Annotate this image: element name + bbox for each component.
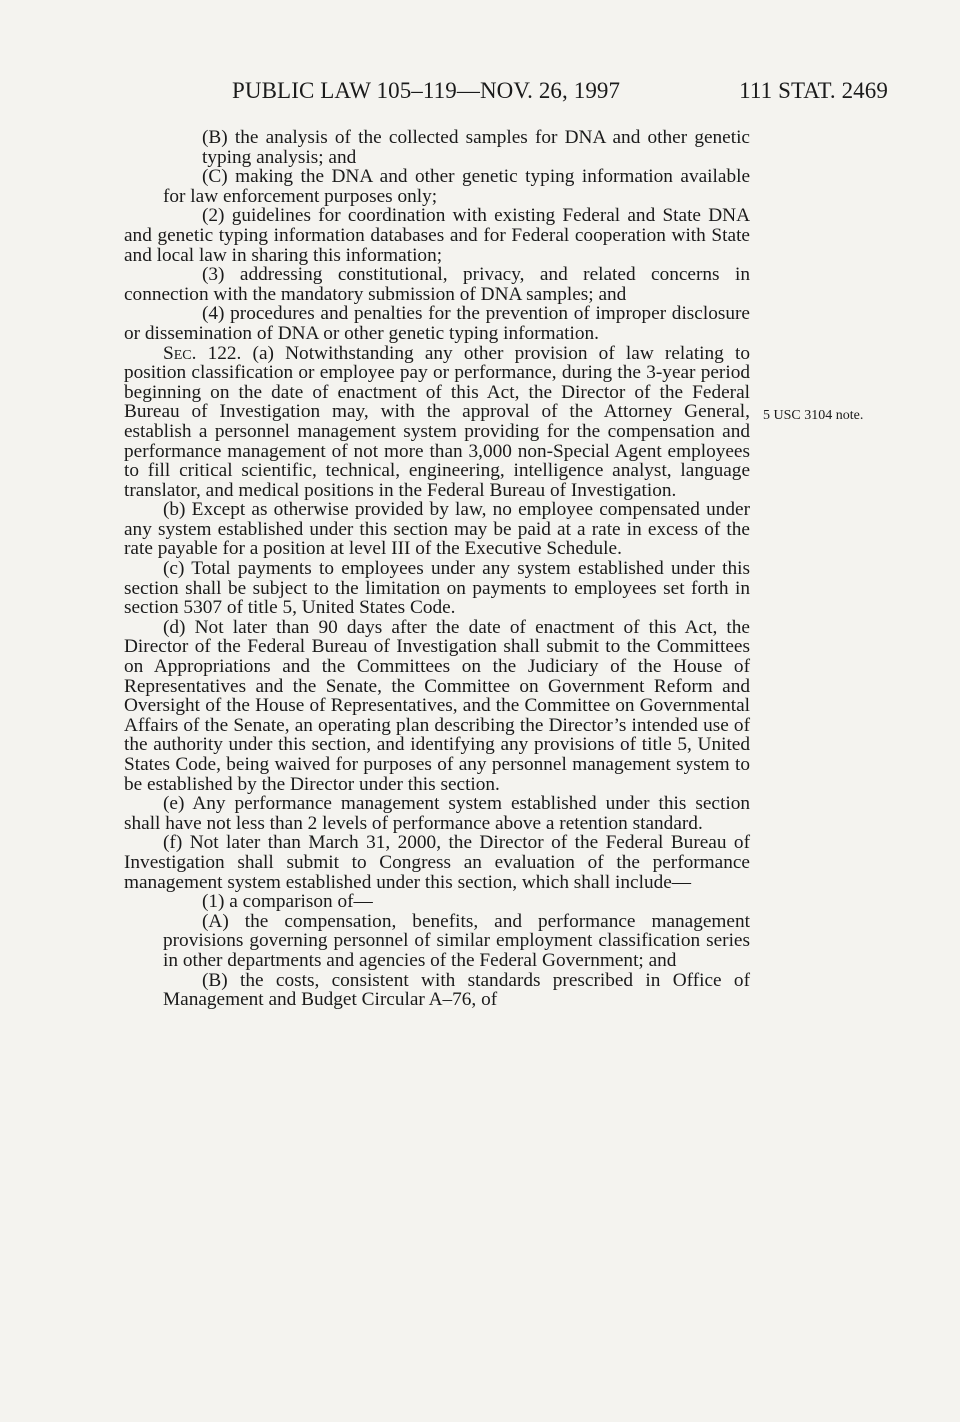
public-law-citation: PUBLIC LAW 105–119—NOV. 26, 1997 bbox=[232, 78, 621, 103]
section-122-b: (b) Except as otherwise provided by law, no employee compensated under any system established under this section may be paid at a rate in excess of the rate payable for a position at level III of the Executive Schedule. bbox=[124, 499, 750, 560]
paragraph-f-1-b: (B) the costs, consistent with standards prescribed in Office of Management and Budget Circular A–76, of bbox=[163, 969, 750, 1011]
paragraph-3-concerns: (3) addressing constitutional, privacy, and related concerns in connection with the mandatory submission of DNA samples; and bbox=[124, 264, 750, 305]
paragraph-c-information: (C) making the DNA and other genetic typing information available for law enforcement purposes only; bbox=[163, 166, 750, 207]
section-122-a-text: (a) Notwithstanding any other provision of law relating to position classification or employee pay or performance, during the 3-year period beginning on the date of enactment of this Act, the Director of the Federal Bureau of Investigation may, with the approval of the Attorney General, establish a personnel management system providing for the compensation and performance management of not more than 3,000 non-Special Agent employees to fill critical scientific, technical, engineering, intelligence analyst, language translator, and medical positions in the Federal Bureau of Investigation. bbox=[124, 342, 750, 501]
section-122-f: (f) Not later than March 31, 2000, the Director of the Federal Bureau of Investigation shall submit to Congress an evaluation of the performance management system established under this section, which shall include— bbox=[124, 832, 750, 893]
section-122-c: (c) Total payments to employees under any system established under this section shall be subject to the limitation on payments to employees set forth in section 5307 of title 5, United States Code. bbox=[124, 558, 750, 619]
section-122-a bbox=[124, 344, 750, 501]
page-header bbox=[232, 78, 888, 110]
section-122-d: (d) Not later than 90 days after the date of enactment of this Act, the Director of the Federal Bureau of Investigation shall submit to the Committees on Appropriations and the Committees on the Judiciary of the House of Representatives and the Senate, the Committee on Government Reform and Oversight of the House of Representatives, and the Committee on Governmental Affairs of the Senate, an operating plan describing the Director’s intended use of the authority under this section, and identifying any provisions of title 5, United States Code, being waived for purposes of any personnel management system to be established by the Director under this section. bbox=[124, 616, 750, 795]
paragraph-f-1-a: (A) the compensation, benefits, and performance management provisions governing personnel of similar employment classification series in other departments and agencies of the Federal Government; and bbox=[163, 910, 750, 971]
section-label: Sec. 122. bbox=[163, 342, 242, 364]
section-122-e: (e) Any performance management system established under this section shall have not less than 2 levels of performance above a retention standard. bbox=[124, 793, 750, 834]
paragraph-f-1-comparison: (1) a comparison of— bbox=[202, 891, 373, 913]
paragraph-2-guidelines: (2) guidelines for coordination with existing Federal and State DNA and genetic typing information databases and for Federal cooperation with State and local law in sharing this information; bbox=[124, 205, 750, 266]
margin-note-usc: 5 USC 3104 note. bbox=[763, 408, 864, 423]
paragraph-b-analysis: (B) the analysis of the collected samples for DNA and other genetic typing analysis; and bbox=[202, 127, 750, 168]
document-body bbox=[124, 128, 750, 1010]
statute-page-number: 111 STAT. 2469 bbox=[739, 78, 888, 103]
paragraph-4-procedures: (4) procedures and penalties for the prevention of improper disclosure or dissemination of DNA or other genetic typing information. bbox=[124, 303, 750, 344]
